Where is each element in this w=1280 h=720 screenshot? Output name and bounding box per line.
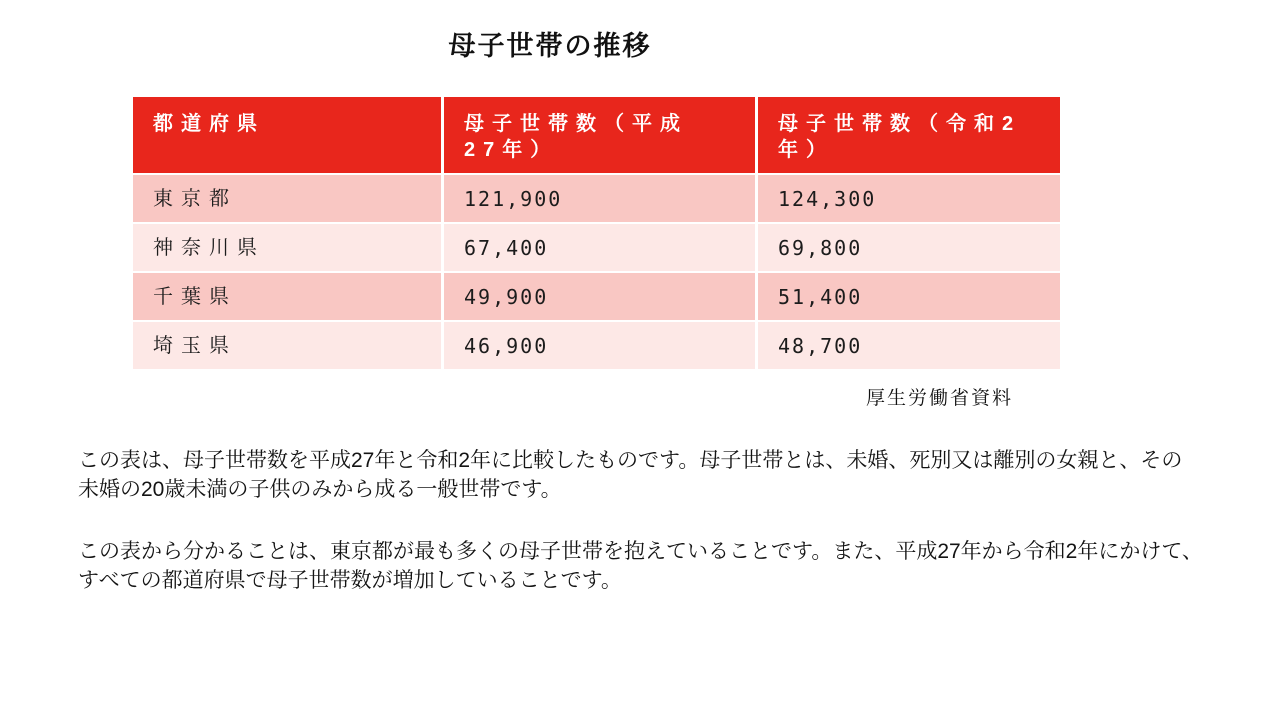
page-title: 母子世帯の推移	[448, 31, 652, 61]
mother-child-households-table	[133, 97, 1060, 369]
paragraph-table-description: この表は、母子世帯数を平成27年と令和2年に比較したものです。母子世帯とは、未婚、死別又は離別の女親と、その未婚の20歳未満の子供のみから成る一般世帯です。	[78, 449, 1183, 501]
title-container	[0, 24, 1100, 63]
table-header-r2	[758, 97, 1060, 173]
table-cell-prefecture: 千葉県	[133, 273, 441, 320]
source-note: 厚生労働省資料	[865, 388, 1013, 409]
table-cell-h27-value: 67,400	[444, 224, 755, 271]
table-cell-h27-value: 46,900	[444, 322, 755, 369]
table-cell-prefecture: 埼玉県	[133, 322, 441, 369]
table-cell-prefecture: 神奈川県	[133, 224, 441, 271]
table-cell-r2-value: 48,700	[758, 322, 1060, 369]
table-header-label: 母子世帯数（令和2年）	[778, 113, 1022, 161]
table-cell-prefecture: 東京都	[133, 175, 441, 222]
paragraph-findings: この表から分かることは、東京都が最も多くの母子世帯を抱えていることです。また、平成27年から令和2年にかけて、すべての都道府県で母子世帯数が増加していることです。	[78, 540, 1203, 592]
table-header-h27	[444, 97, 755, 173]
table-cell-r2-value: 124,300	[758, 175, 1060, 222]
table-cell-r2-value: 51,400	[758, 273, 1060, 320]
table-cell-h27-value: 49,900	[444, 273, 755, 320]
body-text	[78, 446, 1203, 628]
table-cell-r2-value: 69,800	[758, 224, 1060, 271]
table-cell-h27-value: 121,900	[444, 175, 755, 222]
table-header-label: 母子世帯数（平成27年）	[464, 113, 688, 161]
table-header-prefecture	[133, 97, 441, 173]
table-header-label: 都道府県	[153, 113, 265, 135]
